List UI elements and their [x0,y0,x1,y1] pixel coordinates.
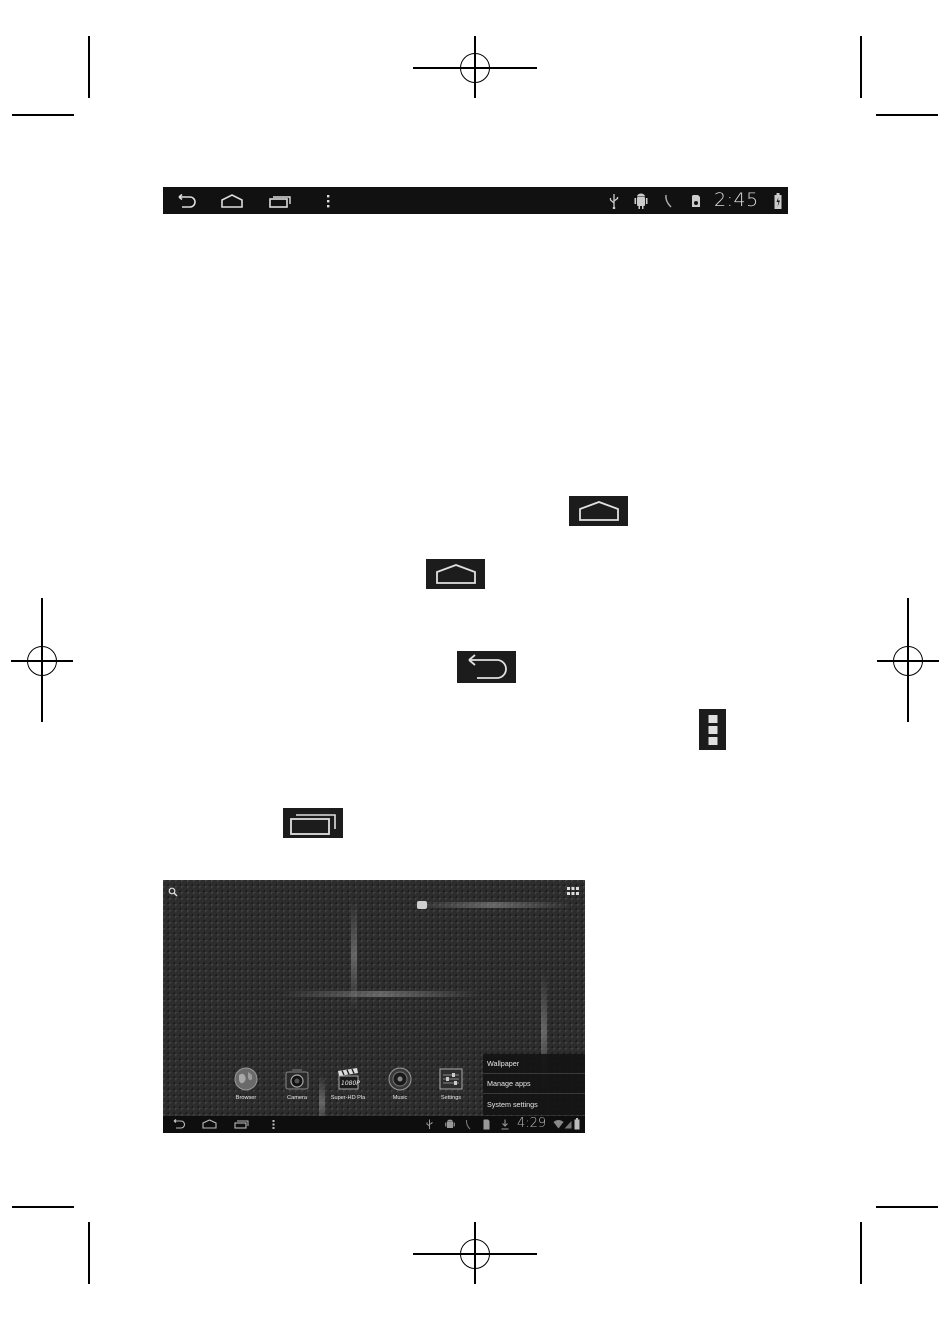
app-label: Settings [440,1095,462,1101]
app-label: Browser [235,1095,257,1101]
home-system-bar [163,1116,585,1133]
back-icon[interactable] [172,1119,186,1129]
registration-circle [27,646,57,676]
wallpaper-glow [281,991,481,997]
apps-grid-icon[interactable] [567,884,579,902]
android-debug-icon [445,1119,455,1130]
home-icon[interactable] [219,187,245,214]
registration-circle [460,1239,490,1269]
crop-mark [12,114,74,116]
app-settings[interactable] [429,1066,473,1101]
system-bar [163,187,788,214]
battery-icon [574,1118,580,1130]
clapper-icon [335,1066,361,1092]
clock: 4:29 [517,1116,547,1131]
home-icon [434,563,478,585]
home-icon[interactable] [202,1119,217,1129]
wallpaper-glow [413,902,573,908]
recent-apps-icon[interactable] [234,1119,249,1129]
crop-mark [88,36,90,98]
download-icon [501,1119,509,1130]
crop-mark [88,1222,90,1284]
wallpaper-glow-spot [417,901,427,909]
speaker-icon [387,1066,413,1092]
menu-item-system-settings[interactable]: System settings [487,1099,538,1109]
crop-mark [876,1206,938,1208]
settings-icon [438,1066,464,1092]
globe-icon [233,1066,259,1092]
usb-icon [426,1119,433,1130]
camera-icon [284,1066,310,1092]
menu-button[interactable] [699,709,726,750]
back-icon [463,654,511,680]
sd-card-icon [689,187,703,214]
search-icon[interactable] [168,884,178,902]
menu-item-wallpaper[interactable]: Wallpaper [483,1054,585,1074]
home-screen-screenshot [163,880,585,1133]
registration-circle [460,53,490,83]
clock: 2:45 [714,189,759,211]
signal-icon [564,1119,572,1129]
app-music[interactable] [378,1066,422,1101]
app-browser[interactable] [224,1066,268,1101]
phone-icon [662,187,676,214]
recent-apps-icon[interactable] [267,187,293,214]
menu-dots-icon[interactable] [272,1120,275,1129]
back-icon[interactable] [173,187,199,214]
app-label: Camera [287,1095,307,1101]
menu-dots-icon[interactable] [319,187,337,214]
home-icon [577,500,621,522]
wifi-icon [553,1119,564,1129]
crop-mark [12,1206,74,1208]
back-button[interactable] [457,651,516,683]
app-camera[interactable] [275,1066,319,1101]
crop-mark [876,114,938,116]
phone-icon [465,1119,472,1130]
usb-icon [606,187,622,214]
svg-text:1080P: 1080P [341,1080,360,1087]
app-label: Super-HD Pla [330,1095,366,1101]
crop-mark [860,1222,862,1284]
menu-icon [708,714,718,746]
home-button[interactable] [426,559,485,589]
app-super-hd-player[interactable] [326,1066,370,1101]
app-label: Music [392,1095,408,1101]
options-menu [483,1054,585,1115]
crop-mark [860,36,862,98]
sd-card-icon [483,1119,490,1130]
home-button[interactable] [569,496,628,526]
registration-circle [893,646,923,676]
android-debug-icon [632,187,650,214]
recent-apps-icon [287,810,339,836]
battery-icon [772,187,784,214]
menu-item-manage-apps[interactable]: Manage apps [483,1074,585,1094]
recent-apps-button[interactable] [283,808,343,838]
